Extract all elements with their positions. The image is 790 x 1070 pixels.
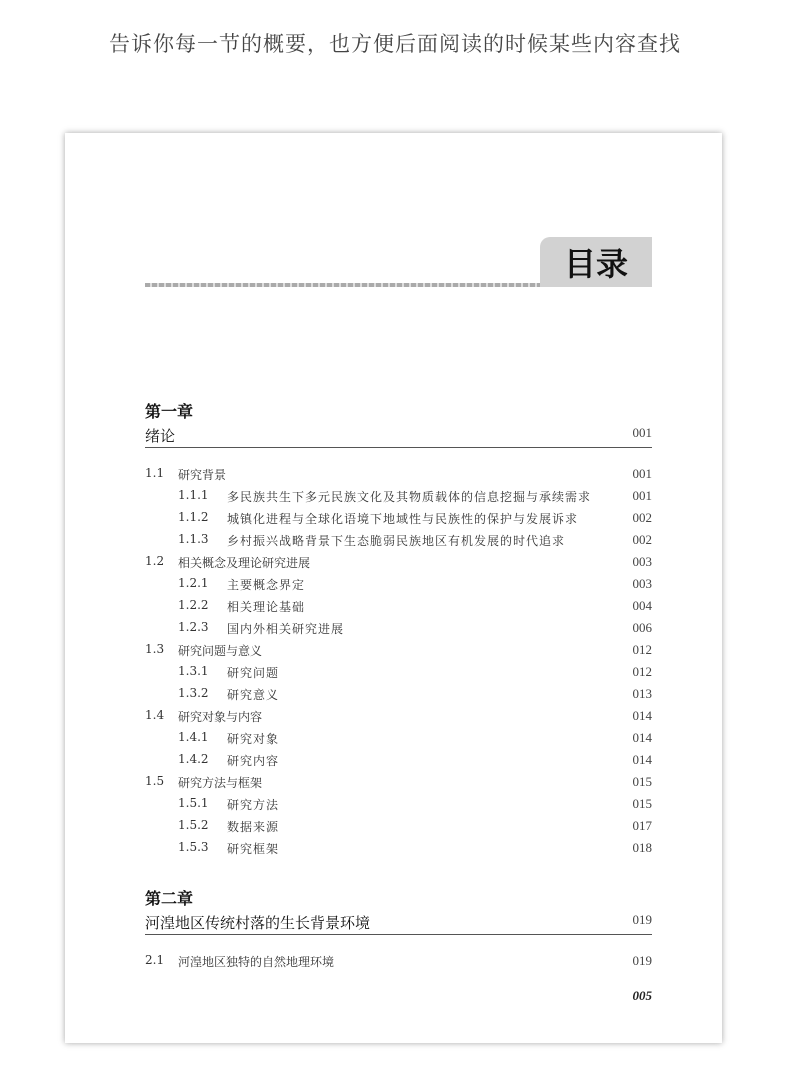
page-number: 005 — [632, 988, 652, 1003]
page-ref: 017 — [632, 818, 652, 833]
page-ref: 014 — [632, 708, 652, 723]
section-number: 1.5 — [145, 774, 165, 788]
section-number: 1.4 — [145, 708, 165, 722]
page-ref: 014 — [632, 730, 652, 745]
section-number: 1.2.2 — [178, 598, 209, 612]
section-title: 研究方法与框架 — [178, 776, 263, 790]
section-title: 相关概念及理论研究进展 — [178, 556, 311, 570]
page-ref: 012 — [632, 664, 652, 679]
toc-entry[interactable] — [145, 708, 652, 728]
section-title: 城镇化进程与全球化语境下地域性与民族性的保护与发展诉求 — [227, 512, 579, 526]
section-title: 研究对象与内容 — [178, 710, 263, 724]
section-title: 国内外相关研究进展 — [227, 622, 345, 636]
toc-entry[interactable] — [145, 664, 652, 684]
toc-entry[interactable] — [145, 532, 652, 552]
section-number: 1.2.3 — [178, 620, 209, 634]
toc-entry[interactable] — [145, 730, 652, 750]
page-ref: 013 — [632, 686, 652, 701]
section-number: 2.1 — [145, 953, 165, 967]
section-number: 1.2 — [145, 554, 165, 568]
page-ref: 001 — [632, 466, 652, 481]
toc-entry[interactable] — [145, 510, 652, 530]
section-title: 研究问题与意义 — [178, 644, 263, 658]
section-title: 研究背景 — [178, 468, 227, 482]
toc-entry[interactable] — [145, 796, 652, 816]
page-ref: 001 — [632, 425, 652, 440]
toc-entry[interactable] — [145, 774, 652, 794]
page-ref: 002 — [632, 532, 652, 547]
toc-title: 目录 — [540, 237, 652, 287]
page-ref: 015 — [632, 796, 652, 811]
section-title: 研究方法 — [227, 798, 280, 812]
toc-entry[interactable] — [145, 840, 652, 860]
page-ref: 003 — [632, 554, 652, 569]
section-title: 乡村振兴战略背景下生态脆弱民族地区有机发展的时代追求 — [227, 534, 566, 548]
section-number: 1.1 — [145, 466, 165, 480]
section-number: 1.3.1 — [178, 664, 209, 678]
section-number: 1.1.3 — [178, 532, 209, 546]
toc-entry[interactable] — [145, 576, 652, 596]
toc-entry[interactable] — [145, 642, 652, 662]
page-ref: 012 — [632, 642, 652, 657]
page-ref: 019 — [632, 953, 652, 968]
section-number: 1.2.1 — [178, 576, 209, 590]
section-number: 1.3.2 — [178, 686, 209, 700]
section-title: 数据来源 — [227, 820, 280, 834]
toc-entry[interactable] — [145, 686, 652, 706]
table-of-contents — [145, 133, 652, 1043]
section-title: 研究问题 — [227, 666, 280, 680]
chapter-title: 河湟地区传统村落的生长背景环境 — [145, 914, 371, 932]
toc-entry[interactable] — [145, 554, 652, 574]
page-ref: 002 — [632, 510, 652, 525]
chapter-title-row[interactable] — [145, 912, 652, 935]
page-ref: 006 — [632, 620, 652, 635]
book-page — [65, 133, 722, 1043]
toc-entry[interactable] — [145, 488, 652, 508]
page-ref: 014 — [632, 752, 652, 767]
toc-entry[interactable] — [145, 620, 652, 640]
page-ref: 003 — [632, 576, 652, 591]
toc-entry[interactable] — [145, 598, 652, 618]
section-number: 1.1.1 — [178, 488, 209, 502]
chapter-label: 第一章 — [145, 402, 194, 421]
page-ref: 001 — [632, 488, 652, 503]
page-ref: 004 — [632, 598, 652, 613]
section-title: 研究内容 — [227, 754, 280, 768]
page-ref: 018 — [632, 840, 652, 855]
section-title: 主要概念界定 — [227, 578, 306, 592]
section-number: 1.3 — [145, 642, 165, 656]
section-title: 研究意义 — [227, 688, 280, 702]
section-number: 1.4.2 — [178, 752, 209, 766]
section-number: 1.5.1 — [178, 796, 209, 810]
toc-entry[interactable] — [145, 466, 652, 486]
section-number: 1.4.1 — [178, 730, 209, 744]
toc-entry[interactable] — [145, 818, 652, 838]
page-ref: 019 — [632, 912, 652, 927]
chapter-label: 第二章 — [145, 889, 194, 908]
section-number: 1.5.3 — [178, 840, 209, 854]
section-title: 相关理论基础 — [227, 600, 306, 614]
section-number: 1.1.2 — [178, 510, 209, 524]
section-title: 河湟地区独特的自然地理环境 — [178, 955, 335, 969]
toc-entry[interactable] — [145, 953, 652, 973]
section-title: 研究对象 — [227, 732, 280, 746]
section-number: 1.5.2 — [178, 818, 209, 832]
chapter-title-row[interactable] — [145, 425, 652, 448]
toc-entry[interactable] — [145, 752, 652, 772]
section-title: 多民族共生下多元民族文化及其物质载体的信息挖掘与承续需求 — [227, 490, 592, 504]
section-title: 研究框架 — [227, 842, 280, 856]
page-ref: 015 — [632, 774, 652, 789]
chapter-title: 绪论 — [145, 427, 176, 445]
caption: 告诉你每一节的概要，也方便后面阅读的时候某些内容查找 — [109, 32, 681, 56]
